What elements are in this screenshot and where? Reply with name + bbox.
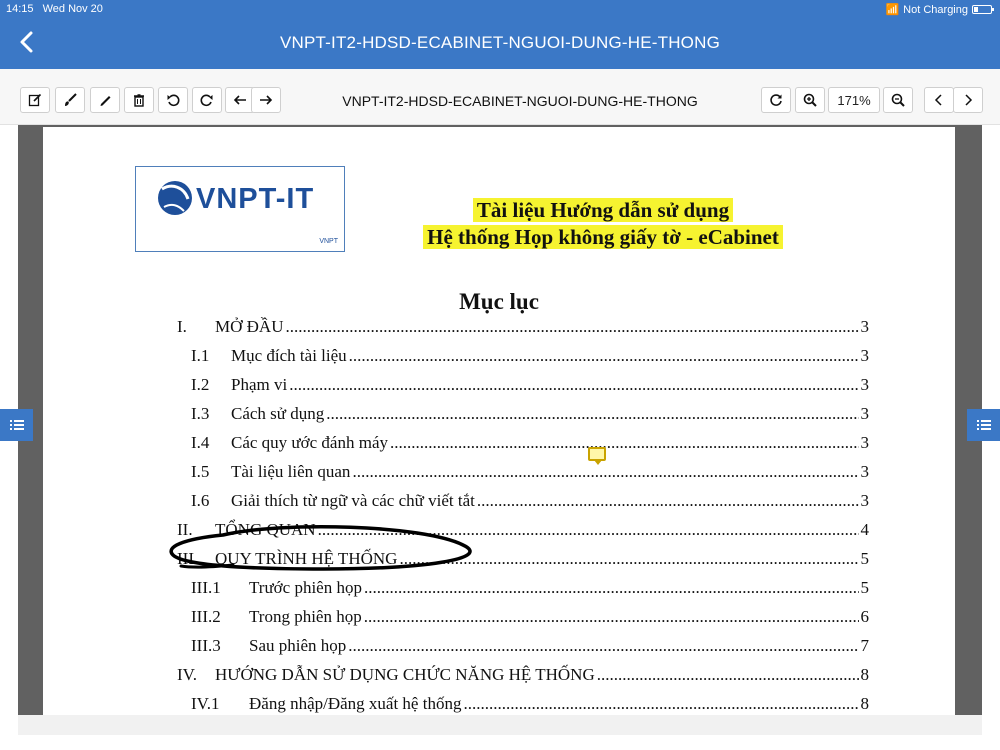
toc-label: Giải thích từ ngữ và các chữ viết tắt xyxy=(231,491,475,510)
app-bar xyxy=(0,0,1000,69)
toc-label: MỞ ĐẦU xyxy=(215,317,284,336)
undo-icon xyxy=(166,93,180,107)
document-toolbar xyxy=(0,69,1000,125)
document-name: VNPT-IT2-HDSD-ECABINET-NGUOI-DUNG-HE-THONG xyxy=(342,93,698,109)
toc-label: Phạm vi xyxy=(231,375,288,394)
toc-label: Cách sử dụng xyxy=(231,404,325,423)
toc-page-number: 3 xyxy=(860,375,869,394)
toc-label: Sau phiên họp xyxy=(249,636,347,655)
zoom-in-icon xyxy=(803,93,817,107)
toc-label: Tài liệu liên quan xyxy=(231,462,351,481)
toc-page-number: 4 xyxy=(860,520,869,539)
toc-label: TỔNG QUAN xyxy=(215,520,316,539)
status-date: Wed Nov 20 xyxy=(42,3,103,15)
toc-leader xyxy=(597,665,859,685)
toc-page-number: 3 xyxy=(860,404,869,423)
toc-leader xyxy=(364,607,859,627)
toc-number: IV. xyxy=(177,665,197,684)
app-title: VNPT-IT2-HDSD-ECABINET-NGUOI-DUNG-HE-THONG xyxy=(279,33,720,52)
company-logo xyxy=(135,166,345,252)
chevron-right-icon xyxy=(962,93,974,107)
toc-leader xyxy=(463,694,858,714)
toc-page-number: 3 xyxy=(860,462,869,481)
logo-subtext: VNPT xyxy=(319,238,338,245)
refresh-button[interactable] xyxy=(761,87,791,113)
toc-number: III.3 xyxy=(191,636,221,655)
toc-number: III.1 xyxy=(191,578,221,597)
toc-label: QUY TRÌNH HỆ THỐNG xyxy=(215,549,398,568)
toc-entry[interactable] xyxy=(177,694,869,715)
trash-icon xyxy=(132,93,146,107)
zoom-in-button[interactable] xyxy=(795,87,825,113)
toc-leader xyxy=(477,491,859,511)
list-icon xyxy=(10,419,24,431)
undo-button[interactable] xyxy=(158,87,188,113)
battery-icon xyxy=(972,5,992,14)
toc-entry[interactable] xyxy=(177,491,869,513)
toc-leader xyxy=(348,636,858,656)
zoom-level[interactable]: 171% xyxy=(828,87,880,113)
toc-entry[interactable] xyxy=(177,665,869,687)
brush-icon xyxy=(63,93,77,107)
toc-page-number: 6 xyxy=(860,607,869,626)
toc-number: I.5 xyxy=(191,462,210,481)
edit-button[interactable] xyxy=(20,87,50,113)
left-outline-toggle[interactable] xyxy=(0,409,33,441)
toc-page-number: 3 xyxy=(860,346,869,365)
toc-entry[interactable] xyxy=(177,578,869,600)
toc-leader xyxy=(390,433,859,453)
logo-text: VNPT-IT xyxy=(196,183,315,215)
toc-entry[interactable] xyxy=(177,433,869,455)
delete-button[interactable] xyxy=(124,87,154,113)
list-icon xyxy=(977,419,991,431)
zoom-out-button[interactable] xyxy=(883,87,913,113)
status-time: 14:15 xyxy=(6,3,34,15)
refresh-icon xyxy=(769,93,783,107)
toc-leader xyxy=(326,404,858,424)
toc-entry[interactable] xyxy=(177,346,869,368)
toc-number: I. xyxy=(177,317,187,336)
forward-nav-button[interactable] xyxy=(251,87,281,113)
toc-number: III. xyxy=(177,549,199,568)
toc-label: HƯỚNG DẪN SỬ DỤNG CHỨC NĂNG HỆ THỐNG xyxy=(215,665,595,684)
toc-leader xyxy=(349,346,859,366)
zoom-out-icon xyxy=(891,93,905,107)
toc-label: Đăng nhập/Đăng xuất hệ thống xyxy=(249,694,462,713)
toc-page-number: 3 xyxy=(860,491,869,510)
document-page[interactable] xyxy=(43,127,955,715)
toc-entry[interactable] xyxy=(177,462,869,484)
toc-entry[interactable] xyxy=(177,636,869,658)
redo-button[interactable] xyxy=(192,87,222,113)
toc-leader xyxy=(352,462,858,482)
viewer-footer xyxy=(18,715,982,735)
charging-status: Not Charging xyxy=(903,3,968,16)
wifi-icon: 📶 xyxy=(885,4,900,16)
toc-number: I.6 xyxy=(191,491,210,510)
document-headline-2: Hệ thống Họp không giấy tờ - eCabinet xyxy=(393,225,813,250)
chevron-left-icon xyxy=(933,93,945,107)
toc-entry[interactable] xyxy=(177,317,869,339)
toc-label: Trước phiên họp xyxy=(249,578,362,597)
toc-page-number: 5 xyxy=(860,578,869,597)
toc-entry[interactable] xyxy=(177,607,869,629)
pen-button[interactable] xyxy=(90,87,120,113)
toc-page-number: 3 xyxy=(860,433,869,452)
toc-number: I.2 xyxy=(191,375,210,394)
arrow-left-icon xyxy=(233,93,247,107)
toc-page-number: 5 xyxy=(860,549,869,568)
toc-number: I.1 xyxy=(191,346,210,365)
vnpt-globe-icon xyxy=(154,177,196,219)
arrow-right-icon xyxy=(259,93,273,107)
toc-leader xyxy=(364,578,859,598)
right-outline-toggle[interactable] xyxy=(967,409,1000,441)
toc-number: IV.1 xyxy=(191,694,220,713)
pen-icon xyxy=(98,93,112,107)
toc-leader xyxy=(285,317,858,337)
toc-number: I.4 xyxy=(191,433,210,452)
toc-entry[interactable] xyxy=(177,375,869,397)
toc-entry[interactable] xyxy=(177,404,869,426)
hand-drawn-circle-annotation xyxy=(163,519,493,579)
next-page-button[interactable] xyxy=(953,87,983,113)
toc-label: Trong phiên họp xyxy=(249,607,362,626)
toc-page-number: 8 xyxy=(860,665,869,684)
toc-page-number: 3 xyxy=(860,317,869,336)
toc-title: Mục lục xyxy=(459,289,539,314)
toc-number: I.3 xyxy=(191,404,210,423)
brush-button[interactable] xyxy=(55,87,85,113)
toc-label: Mục đích tài liệu xyxy=(231,346,347,365)
prev-page-button[interactable] xyxy=(924,87,954,113)
document-headline-1: Tài liệu Hướng dẫn sử dụng xyxy=(393,198,813,223)
toc-number: II. xyxy=(177,520,193,539)
toc-page-number: 7 xyxy=(860,636,869,655)
toc-number: III.2 xyxy=(191,607,221,626)
comment-icon[interactable] xyxy=(588,447,606,461)
edit-icon xyxy=(28,93,42,107)
toc-leader xyxy=(289,375,858,395)
redo-icon xyxy=(200,93,214,107)
status-bar xyxy=(0,3,1000,17)
toc-page-number: 8 xyxy=(860,694,869,713)
document-viewer[interactable] xyxy=(18,125,982,715)
toc-label: Các quy ước đánh máy xyxy=(231,433,388,452)
